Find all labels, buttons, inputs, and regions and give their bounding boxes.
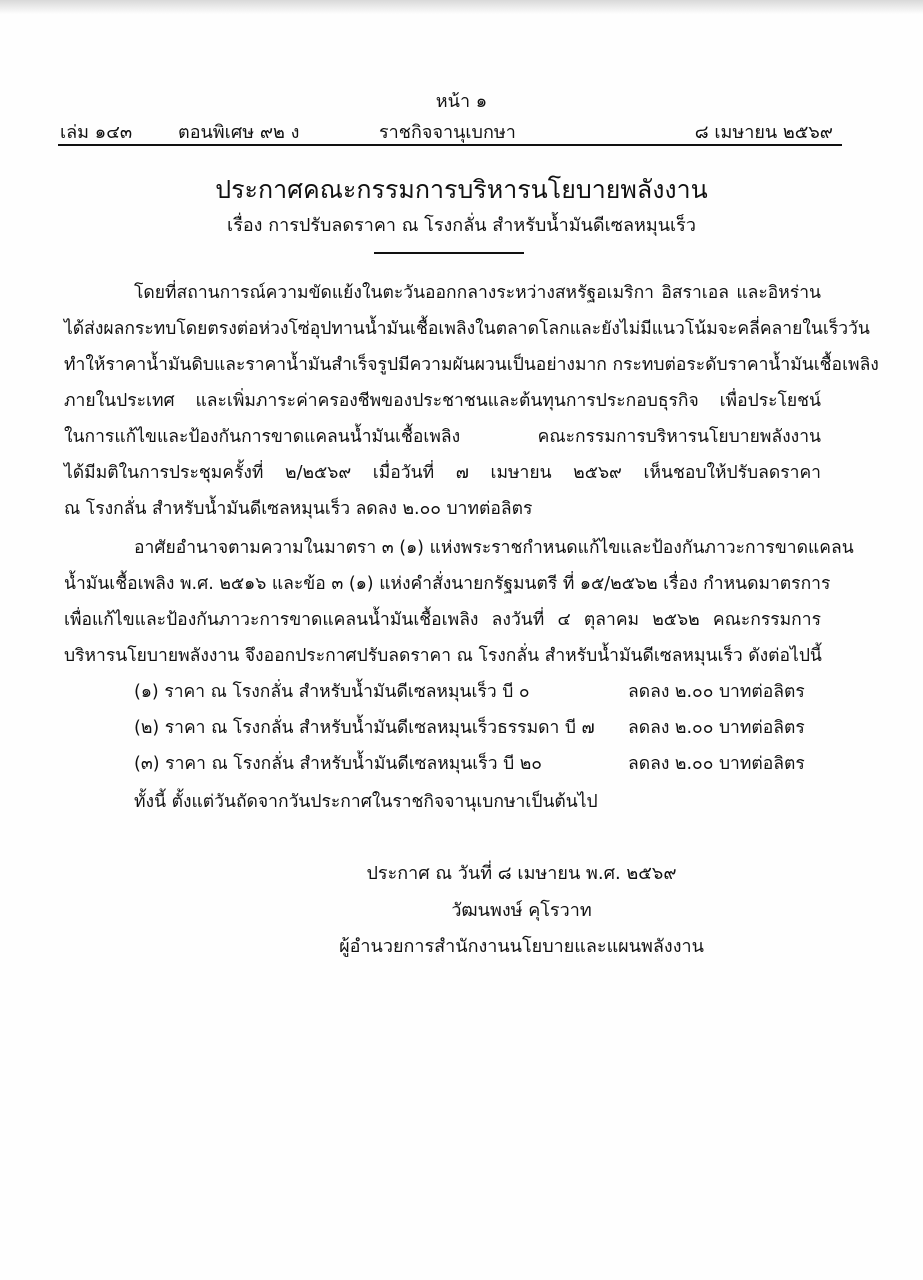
effective-date-clause: ทั้งนี้ ตั้งแต่วันถัดจากวันประกาศในราชกิจจานุเบกษาเป็นต้นไป (134, 792, 598, 812)
price-item-change: ลดลง ๒.๐๐ บาทต่อลิตร (628, 718, 805, 738)
signatory-name: วัฒนพงษ์ คุโรวาท (451, 900, 592, 921)
title-divider (374, 252, 524, 254)
paragraph-line: ภายในประเทศ และเพิ่มภาระค่าครองชีพของประชาชนและต้นทุนการประกอบธุรกิจ เพื่อประโยชน์ (64, 391, 821, 411)
paragraph-line: ทำให้ราคาน้ำมันดิบและราคาน้ำมันสำเร็จรูปมีความผันผวนเป็นอย่างมาก กระทบต่อระดับราคาน้ำมันเชื้อเพลิง (64, 355, 879, 375)
header-divider (58, 144, 842, 146)
price-item-label: (๑) ราคา ณ โรงกลั่น สำหรับน้ำมันดีเซลหมุนเร็ว บี ๐ (134, 682, 530, 702)
section-number: ตอนพิเศษ ๙๒ ง (178, 122, 300, 143)
paragraph-line: เพื่อแก้ไขและป้องกันภาวะการขาดแคลนน้ำมันเชื้อเพลิง ลงวันที่ ๔ ตุลาคม ๒๕๖๒ คณะกรรมการ (64, 610, 821, 630)
scan-edge-shadow (0, 0, 923, 14)
signatory-position: ผู้อำนวยการสำนักงานนโยบายและแผนพลังงาน (339, 936, 704, 957)
price-item-change: ลดลง ๒.๐๐ บาทต่อลิตร (628, 754, 805, 774)
gazette-name: ราชกิจจานุเบกษา (379, 122, 516, 143)
paragraph-line: อาศัยอำนาจตามความในมาตรา ๓ (๑) แห่งพระราชกำหนดแก้ไขและป้องกันภาวะการขาดแคลน (134, 538, 854, 558)
price-item-change: ลดลง ๒.๐๐ บาทต่อลิตร (628, 682, 805, 702)
announcement-date: ประกาศ ณ วันที่ ๘ เมษายน พ.ศ. ๒๕๖๙ (366, 863, 677, 884)
paragraph-line: ณ โรงกลั่น สำหรับน้ำมันดีเซลหมุนเร็ว ลดลง ๒.๐๐ บาทต่อลิตร (64, 499, 533, 519)
paragraph-line: น้ำมันเชื้อเพลิง พ.ศ. ๒๕๑๖ และข้อ ๓ (๑) แห่งคำสั่งนายกรัฐมนตรี ที่ ๑๕/๒๕๖๒ เรื่อง กำหนดมาตรการ (64, 574, 831, 594)
price-item-label: (๓) ราคา ณ โรงกลั่น สำหรับน้ำมันดีเซลหมุนเร็ว บี ๒๐ (134, 754, 542, 774)
price-item-label: (๒) ราคา ณ โรงกลั่น สำหรับน้ำมันดีเซลหมุนเร็วธรรมดา บี ๗ (134, 718, 595, 738)
paragraph-line: ได้มีมติในการประชุมครั้งที่ ๒/๒๕๖๙ เมื่อวันที่ ๗ เมษายน ๒๕๖๙ เห็นชอบให้ปรับลดราคา (64, 463, 821, 483)
paragraph-line: ในการแก้ไขและป้องกันการขาดแคลนน้ำมันเชื้อเพลิง คณะกรรมการบริหารนโยบายพลังงาน (64, 427, 821, 447)
publication-date: ๘ เมษายน ๒๕๖๙ (694, 122, 833, 143)
volume-number: เล่ม ๑๔๓ (60, 122, 133, 143)
paragraph-line: ได้ส่งผลกระทบโดยตรงต่อห่วงโซ่อุปทานน้ำมันเชื้อเพลิงในตลาดโลกและยังไม่มีแนวโน้มจะคลี่คลายในเร็ววัน (64, 319, 870, 339)
page-number: หน้า ๑ (435, 91, 488, 112)
paragraph-line: โดยที่สถานการณ์ความขัดแย้งในตะวันออกกลางระหว่างสหรัฐอเมริกา อิสราเอล และอิหร่าน (134, 283, 821, 303)
announcement-title: ประกาศคณะกรรมการบริหารนโยบายพลังงาน (215, 175, 708, 204)
paragraph-line: บริหารนโยบายพลังงาน จึงออกประกาศปรับลดราคา ณ โรงกลั่น สำหรับน้ำมันดีเซลหมุนเร็ว ดังต่อไปนี้ (64, 646, 822, 666)
announcement-subject: เรื่อง การปรับลดราคา ณ โรงกลั่น สำหรับน้ำมันดีเซลหมุนเร็ว (227, 215, 696, 236)
